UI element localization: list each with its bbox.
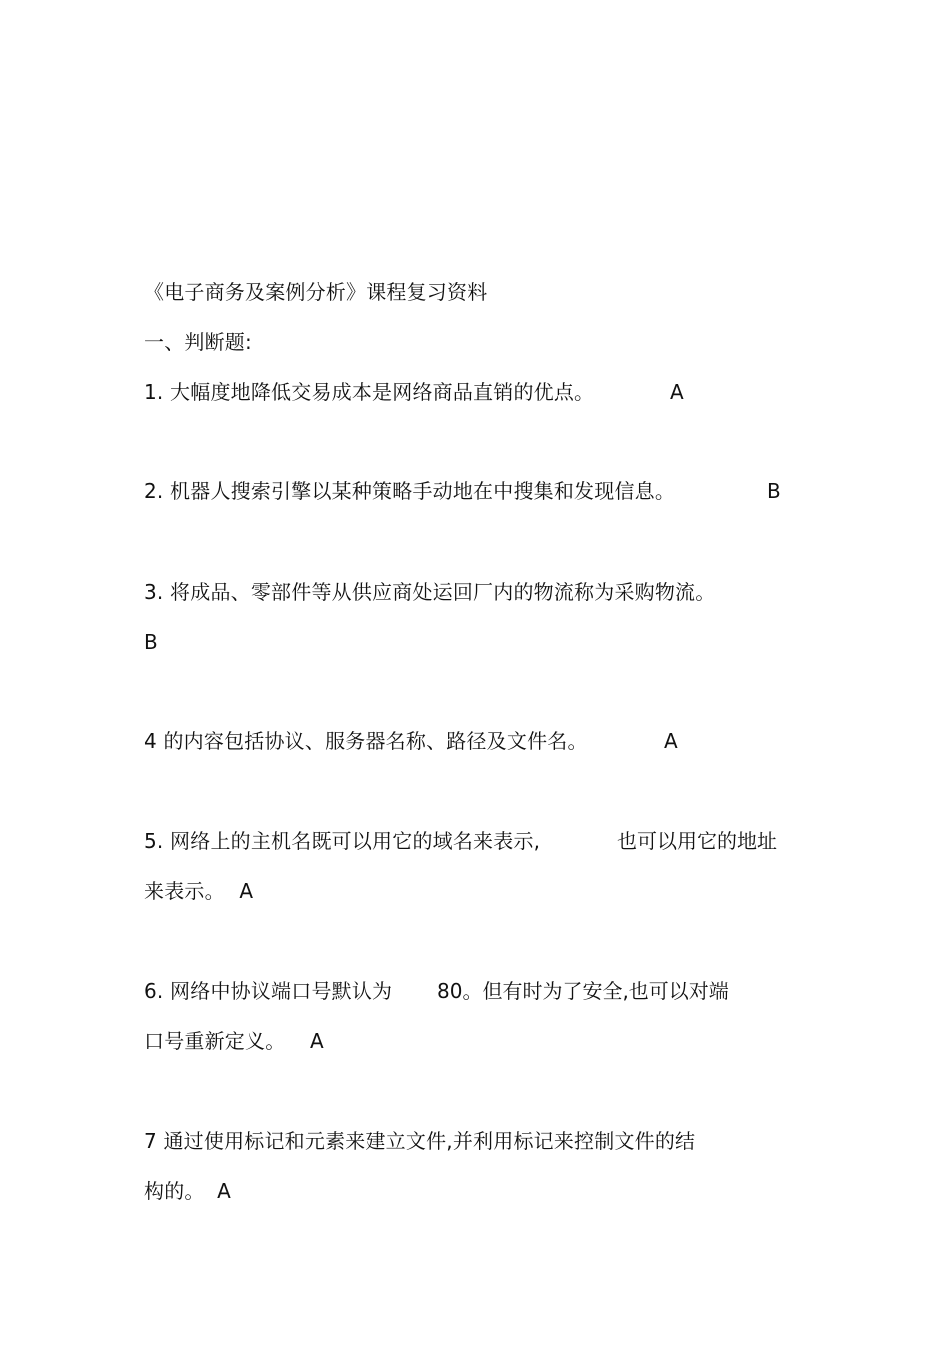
question-6-text: 6. 网络中协议端口号默认为 xyxy=(144,979,393,1003)
question-3-answer: B xyxy=(144,630,158,654)
question-7-line2-text: 构的。 xyxy=(144,1179,205,1203)
question-5-answer: A xyxy=(239,879,254,903)
question-7-answer: A xyxy=(217,1179,232,1203)
question-7-text-line2 xyxy=(144,1177,231,1205)
question-5-text: 5. 网络上的主机名既可以用它的域名来表示, xyxy=(144,829,541,853)
question-5-text-line2 xyxy=(144,877,253,905)
document-title: 《电子商务及案例分析》课程复习资料 xyxy=(144,280,488,304)
question-2-answer: B xyxy=(767,479,781,503)
question-6-answer: A xyxy=(309,1029,324,1053)
question-5-text-cont: 也可以用它的地址 xyxy=(617,829,777,853)
question-5-line2-text: 来表示。 xyxy=(144,879,225,903)
question-6-line2-text: 口号重新定义。 xyxy=(144,1029,286,1053)
question-4-text: 4 的内容包括协议、服务器名称、路径及文件名。 xyxy=(144,729,588,753)
question-4-answer: A xyxy=(664,729,678,753)
question-2-text: 2. 机器人搜索引擎以某种策略手动地在中搜集和发现信息。 xyxy=(144,479,676,503)
question-1-answer: A xyxy=(670,380,684,404)
question-7-text: 7 通过使用标记和元素来建立文件,并利用标记来控制文件的结 xyxy=(144,1129,696,1153)
question-6-text-cont: 80。但有时为了安全,也可以对端 xyxy=(437,979,729,1003)
question-3-text: 3. 将成品、零部件等从供应商处运回厂内的物流称为采购物流。 xyxy=(144,580,716,604)
question-6-text-line2 xyxy=(144,1027,324,1055)
section-heading: 一、判断题: xyxy=(144,330,252,354)
question-1-text: 1. 大幅度地降低交易成本是网络商品直销的优点。 xyxy=(144,380,595,404)
